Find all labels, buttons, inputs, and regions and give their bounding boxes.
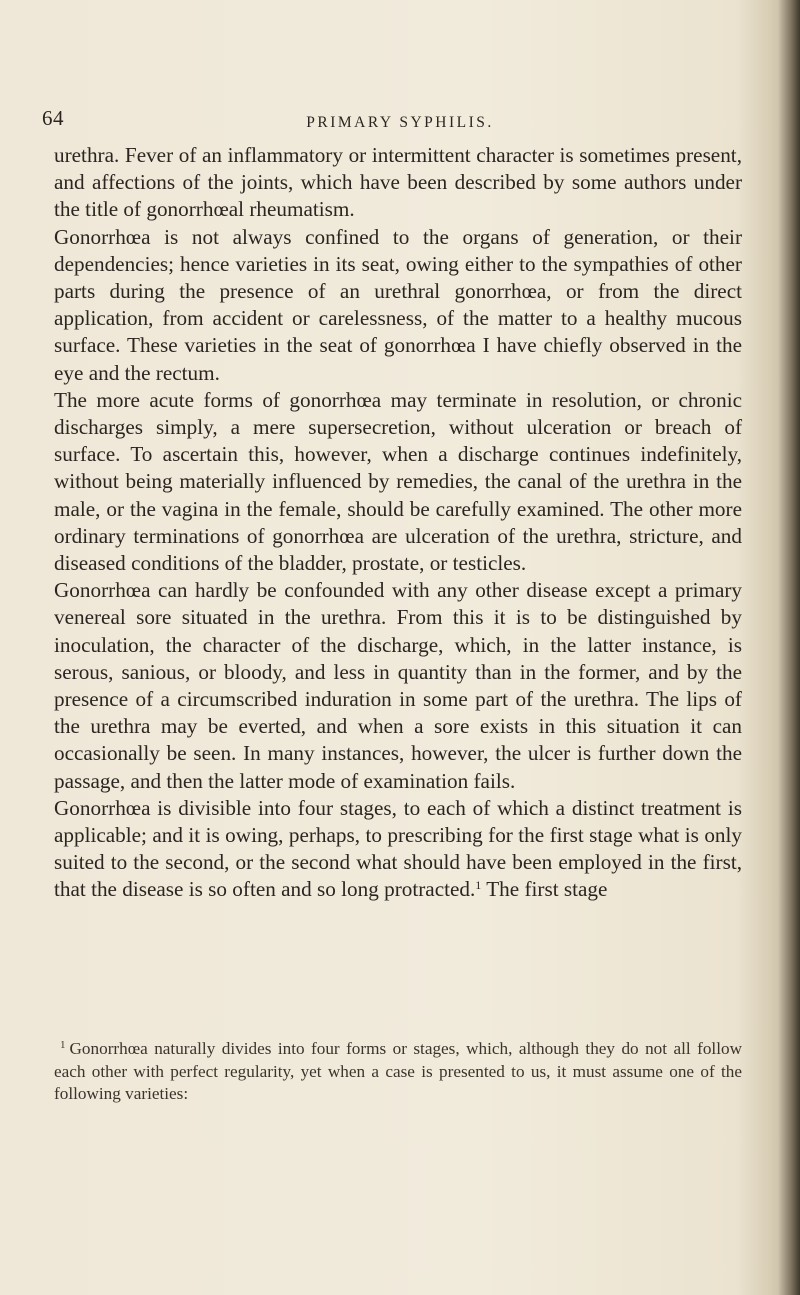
paragraph: urethra. Fever of an inflammatory or intermittent character is sometimes present, and affections of the joints, which have been described by some authors under the title of gonorrhœal rheumatism. [54, 143, 742, 222]
paragraph: Gonorrhœa can hardly be confounded with any other disease except a primary venereal sore situated in the urethra. From this it is to be distinguished by inoculation, the character of the discharge, which, in the latter instance, is serous, sanious, or bloody, and less in quantity than in the former, and by the presence of a circumscribed induration in some part of the urethra. The lips of the urethra may be everted, and when a sore exists in this situation it can occasionally be seen. In many instances, however, the ulcer is further down the passage, and then the latter mode of examination fails. [54, 578, 742, 793]
page-edge-shadow [778, 0, 800, 1295]
paragraph [54, 795, 742, 904]
footnote-mark: 1 [60, 1039, 66, 1051]
running-head: PRIMARY SYPHILIS. [306, 114, 494, 131]
paragraph: Gonorrhœa is not always confined to the organs of generation, or their dependencies; hence varieties in its seat, owing either to the sympathies of other parts during the presence of an urethral gonorrhœa, or from the direct application, from accident or carelessness, of the matter to a healthy mucous surface. These varieties in the seat of gonorrhœa I have chiefly observed in the eye and the rectum. [54, 224, 742, 385]
page-header [0, 106, 800, 136]
paragraph-text: Gonorrhœa is divisible into four stages, to each of which a distinct treatment is applicable; and it is owing, perhaps, to prescribing for the first stage what is only suited to the second, or the second what should have been employed in the first, that the disease is so often and so long protracted. [54, 795, 742, 902]
paragraph-continuation: The first stage [481, 877, 608, 902]
page-number: 64 [42, 106, 64, 130]
footnote-text: Gonorrhœa naturally divides into four forms or stages, which, although they do not all follow each other with perfect regularity, yet when a case is presented to us, it must assume one of the following varieties: [54, 1039, 742, 1103]
footnote [54, 1034, 742, 1106]
footnote-reference[interactable]: 1 [475, 878, 482, 893]
body-text [54, 142, 742, 904]
paragraph: The more acute forms of gonorrhœa may terminate in resolution, or chronic discharges simply, a mere supersecretion, without ulceration or breach of surface. To ascertain this, however, when a discharge continues indefinitely, without being materially influenced by remedies, the canal of the urethra in the male, or the vagina in the female, should be carefully examined. The other more ordinary terminations of gonorrhœa are ulceration of the urethra, stricture, and diseased conditions of the bladder, prostate, or testicles. [54, 387, 742, 576]
